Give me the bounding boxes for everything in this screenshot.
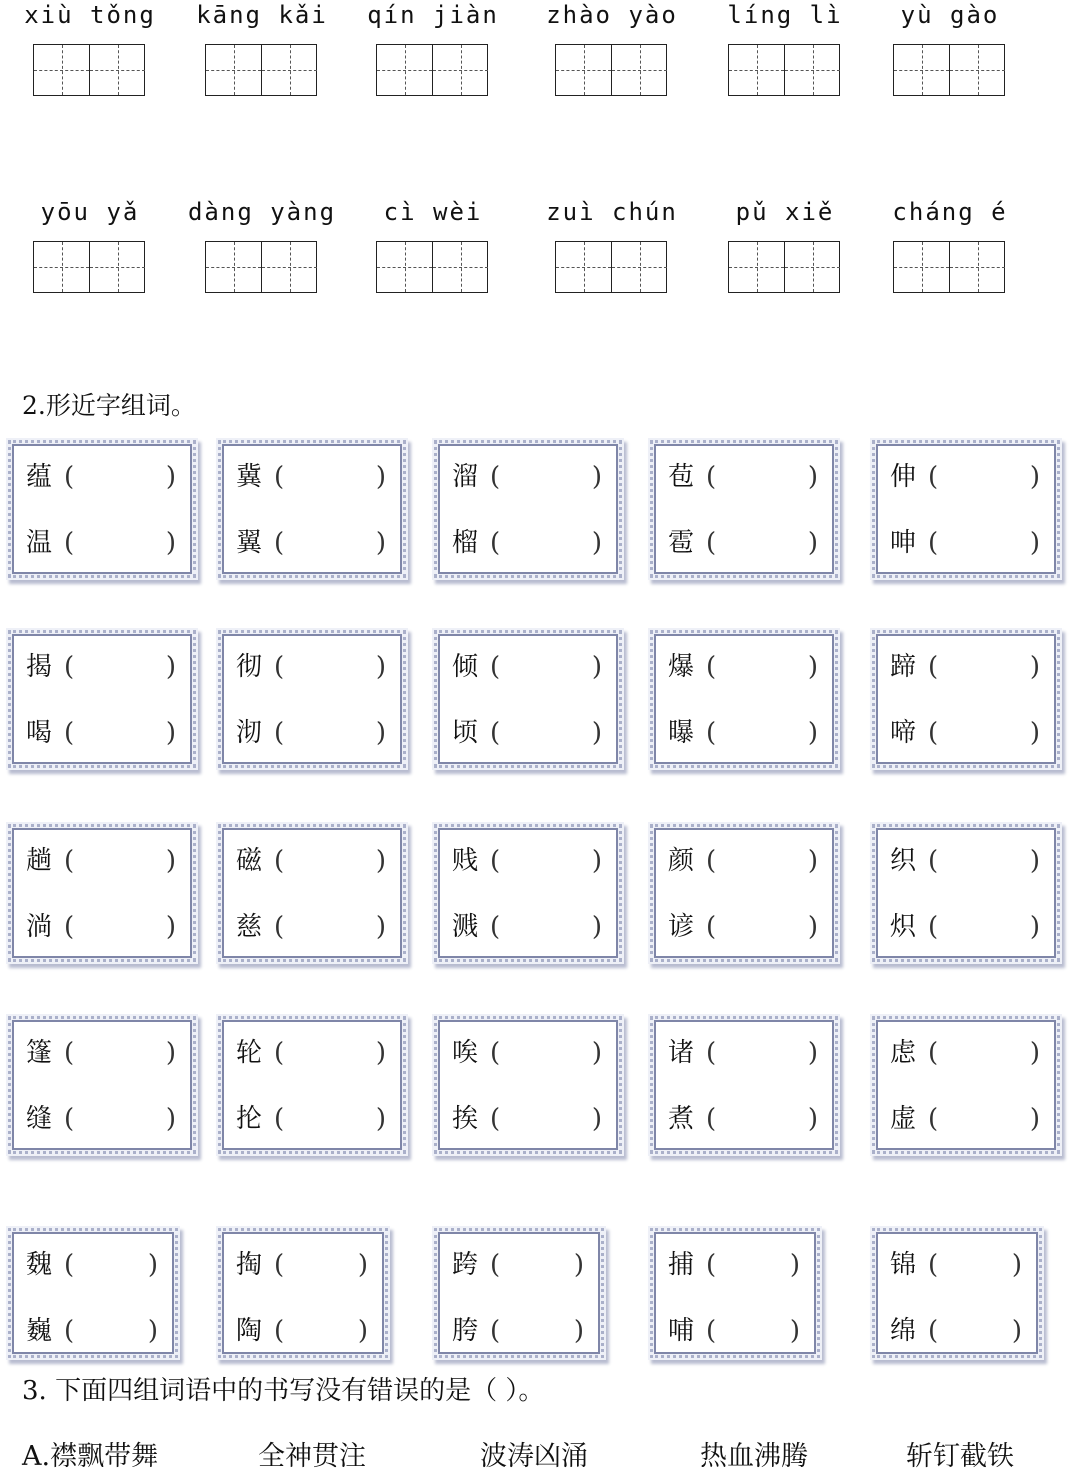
word-answer-line[interactable] <box>236 650 386 684</box>
open-paren: ( <box>274 652 285 682</box>
word-answer-line[interactable] <box>452 1248 584 1282</box>
close-paren: ) <box>165 528 176 558</box>
pinyin-text: cì wèi <box>383 198 483 226</box>
word-answer-line[interactable] <box>236 1314 368 1348</box>
word-answer-line[interactable] <box>26 1036 176 1070</box>
similar-character: 爆 <box>668 652 695 682</box>
open-paren: ( <box>274 846 285 876</box>
tianzige-cell[interactable] <box>34 45 89 95</box>
close-paren: ) <box>1029 462 1040 492</box>
pinyin-item <box>353 197 513 227</box>
similar-char-box <box>438 634 618 764</box>
close-paren: ) <box>375 528 386 558</box>
word-answer-line[interactable] <box>890 1248 1022 1282</box>
tianzige-writing-grid[interactable] <box>728 241 840 293</box>
option-a: A.襟飘带舞 <box>22 1441 159 1472</box>
open-paren: ( <box>928 1250 939 1280</box>
tianzige-cell[interactable] <box>556 242 611 292</box>
word-answer-line[interactable] <box>668 844 818 878</box>
similar-character: 篷 <box>26 1038 53 1068</box>
tianzige-cell[interactable] <box>206 242 261 292</box>
tianzige-writing-grid[interactable] <box>893 241 1005 293</box>
close-paren: ) <box>807 462 818 492</box>
pinyin-text: dàng yàng <box>187 198 337 226</box>
pinyin-text: zhào yào <box>546 1 678 29</box>
word-answer-line[interactable] <box>890 1314 1022 1348</box>
open-paren: ( <box>928 912 939 942</box>
open-paren: ( <box>490 1250 501 1280</box>
similar-character: 冀 <box>236 462 263 492</box>
pinyin-item <box>705 0 865 30</box>
word-answer-line[interactable] <box>668 1102 818 1136</box>
open-paren: ( <box>490 1316 501 1346</box>
tianzige-cell[interactable] <box>894 242 949 292</box>
close-paren: ) <box>147 1250 158 1280</box>
similar-character: 跨 <box>452 1250 479 1280</box>
word-answer-line[interactable] <box>452 844 602 878</box>
tianzige-cell[interactable] <box>206 45 261 95</box>
word-answer-line[interactable] <box>236 1102 386 1136</box>
close-paren: ) <box>573 1250 584 1280</box>
tianzige-writing-grid[interactable] <box>205 241 317 293</box>
open-paren: ( <box>706 1038 717 1068</box>
word-answer-line[interactable] <box>26 1314 158 1348</box>
close-paren: ) <box>375 1038 386 1068</box>
tianzige-writing-grid[interactable] <box>205 44 317 96</box>
close-paren: ) <box>807 912 818 942</box>
tianzige-writing-grid[interactable] <box>376 44 488 96</box>
similar-character: 谚 <box>668 912 695 942</box>
tianzige-cell[interactable] <box>949 45 1005 95</box>
open-paren: ( <box>490 912 501 942</box>
word-answer-line[interactable] <box>236 1248 368 1282</box>
similar-character: 魏 <box>26 1250 53 1280</box>
open-paren: ( <box>490 718 501 748</box>
similar-char-box <box>222 1232 384 1354</box>
close-paren: ) <box>1011 1316 1022 1346</box>
word-answer-line[interactable] <box>236 460 386 494</box>
open-paren: ( <box>64 528 75 558</box>
word-answer-line[interactable] <box>890 1036 1040 1070</box>
similar-character: 苞 <box>668 462 695 492</box>
tianzige-cell[interactable] <box>432 242 488 292</box>
close-paren: ) <box>807 652 818 682</box>
open-paren: ( <box>274 462 285 492</box>
similar-character: 陶 <box>236 1316 263 1346</box>
pinyin-text: cháng é <box>892 198 1008 226</box>
similar-character: 诸 <box>668 1038 695 1068</box>
close-paren: ) <box>375 912 386 942</box>
open-paren: ( <box>490 846 501 876</box>
word-answer-line[interactable] <box>668 1036 818 1070</box>
open-paren: ( <box>64 718 75 748</box>
similar-character: 抡 <box>236 1104 263 1134</box>
close-paren: ) <box>1029 912 1040 942</box>
similar-character: 贱 <box>452 846 479 876</box>
similar-char-box <box>12 634 192 764</box>
open-paren: ( <box>706 528 717 558</box>
pinyin-text: qín jiàn <box>367 1 499 29</box>
word-answer-line[interactable] <box>452 650 602 684</box>
similar-char-box <box>654 1232 816 1354</box>
word-answer-line[interactable] <box>668 1248 800 1282</box>
tianzige-cell[interactable] <box>261 45 317 95</box>
word-answer-line[interactable] <box>452 1036 602 1070</box>
option-word-3: 波涛凶涌 <box>480 1441 588 1472</box>
open-paren: ( <box>490 1104 501 1134</box>
similar-char-box <box>438 1232 600 1354</box>
word-answer-line[interactable] <box>452 526 602 560</box>
similar-char-box <box>222 444 402 574</box>
word-answer-line[interactable] <box>236 1036 386 1070</box>
pinyin-text: xiù tǒng <box>24 1 156 29</box>
similar-character: 雹 <box>668 528 695 558</box>
word-answer-line[interactable] <box>26 910 176 944</box>
question-3: 3. 下面四组词语中的书写没有错误的是（ ）。 <box>22 1376 545 1406</box>
similar-character: 煮 <box>668 1104 695 1134</box>
open-paren: ( <box>64 1316 75 1346</box>
close-paren: ) <box>357 1316 368 1346</box>
word-answer-line[interactable] <box>890 1102 1040 1136</box>
close-paren: ) <box>1029 652 1040 682</box>
similar-character: 缝 <box>26 1104 53 1134</box>
pinyin-item <box>182 0 342 30</box>
similar-character: 溅 <box>452 912 479 942</box>
pinyin-text: yù gào <box>900 1 1000 29</box>
pinyin-item <box>10 0 170 30</box>
word-answer-line[interactable] <box>26 844 176 878</box>
similar-character: 胯 <box>452 1316 479 1346</box>
word-answer-line[interactable] <box>26 650 176 684</box>
close-paren: ) <box>1029 528 1040 558</box>
open-paren: ( <box>706 912 717 942</box>
open-paren: ( <box>64 1250 75 1280</box>
similar-character: 唉 <box>452 1038 479 1068</box>
open-paren: ( <box>274 1104 285 1134</box>
open-paren: ( <box>928 718 939 748</box>
close-paren: ) <box>165 652 176 682</box>
option-word-4: 热血沸腾 <box>700 1441 808 1472</box>
similar-char-box <box>438 444 618 574</box>
pinyin-text: zuì chún <box>546 198 678 226</box>
pinyin-item <box>870 0 1030 30</box>
similar-character: 蕴 <box>26 462 53 492</box>
similar-char-box <box>654 828 834 958</box>
similar-char-box <box>654 1020 834 1150</box>
similar-char-box <box>12 1232 174 1354</box>
pinyin-item <box>532 197 692 227</box>
tianzige-cell[interactable] <box>34 242 89 292</box>
similar-character: 蹄 <box>890 652 917 682</box>
tianzige-cell[interactable] <box>377 45 432 95</box>
tianzige-writing-grid[interactable] <box>893 44 1005 96</box>
pinyin-item <box>870 197 1030 227</box>
close-paren: ) <box>375 462 386 492</box>
pinyin-text: yōu yǎ <box>40 198 140 226</box>
close-paren: ) <box>165 912 176 942</box>
open-paren: ( <box>928 846 939 876</box>
close-paren: ) <box>591 462 602 492</box>
open-paren: ( <box>928 528 939 558</box>
option-word-2: 全神贯注 <box>258 1441 366 1472</box>
similar-char-box <box>12 828 192 958</box>
open-paren: ( <box>706 1104 717 1134</box>
open-paren: ( <box>490 1038 501 1068</box>
word-answer-line[interactable] <box>26 716 176 750</box>
close-paren: ) <box>165 1038 176 1068</box>
pinyin-text: pǔ xiě <box>735 198 835 226</box>
similar-char-box <box>654 634 834 764</box>
word-answer-line[interactable] <box>26 1102 176 1136</box>
word-answer-line[interactable] <box>668 716 818 750</box>
open-paren: ( <box>706 1316 717 1346</box>
tianzige-writing-grid[interactable] <box>376 241 488 293</box>
similar-char-box <box>654 444 834 574</box>
similar-character: 倾 <box>452 652 479 682</box>
open-paren: ( <box>706 718 717 748</box>
similar-character: 虚 <box>890 1104 917 1134</box>
similar-character: 彻 <box>236 652 263 682</box>
similar-char-box <box>12 1020 192 1150</box>
close-paren: ) <box>375 652 386 682</box>
word-answer-line[interactable] <box>452 1314 584 1348</box>
tianzige-cell[interactable] <box>949 242 1005 292</box>
word-answer-line[interactable] <box>236 526 386 560</box>
open-paren: ( <box>706 462 717 492</box>
tianzige-cell[interactable] <box>611 242 667 292</box>
similar-character: 挨 <box>452 1104 479 1134</box>
close-paren: ) <box>591 1038 602 1068</box>
open-paren: ( <box>64 912 75 942</box>
similar-character: 慈 <box>236 912 263 942</box>
open-paren: ( <box>274 1316 285 1346</box>
close-paren: ) <box>789 1316 800 1346</box>
close-paren: ) <box>1011 1250 1022 1280</box>
similar-character: 趟 <box>26 846 53 876</box>
similar-char-box <box>438 828 618 958</box>
close-paren: ) <box>591 652 602 682</box>
open-paren: ( <box>490 652 501 682</box>
pinyin-text: kāng kǎi <box>196 1 328 29</box>
word-answer-line[interactable] <box>668 1314 800 1348</box>
similar-char-box <box>438 1020 618 1150</box>
similar-character: 沏 <box>236 718 263 748</box>
close-paren: ) <box>807 1038 818 1068</box>
similar-character: 伸 <box>890 462 917 492</box>
close-paren: ) <box>1029 1038 1040 1068</box>
tianzige-cell[interactable] <box>729 45 784 95</box>
close-paren: ) <box>591 718 602 748</box>
open-paren: ( <box>64 1104 75 1134</box>
open-paren: ( <box>64 1038 75 1068</box>
similar-character: 织 <box>890 846 917 876</box>
similar-character: 淌 <box>26 912 53 942</box>
similar-character: 啼 <box>890 718 917 748</box>
similar-char-box <box>876 828 1056 958</box>
word-answer-line[interactable] <box>26 526 176 560</box>
similar-char-box <box>876 634 1056 764</box>
close-paren: ) <box>573 1316 584 1346</box>
tianzige-writing-grid[interactable] <box>555 44 667 96</box>
word-answer-line[interactable] <box>668 460 818 494</box>
word-answer-line[interactable] <box>236 910 386 944</box>
tianzige-cell[interactable] <box>556 45 611 95</box>
close-paren: ) <box>807 528 818 558</box>
similar-character: 巍 <box>26 1316 53 1346</box>
close-paren: ) <box>375 1104 386 1134</box>
similar-character: 温 <box>26 528 53 558</box>
close-paren: ) <box>591 528 602 558</box>
tianzige-cell[interactable] <box>894 45 949 95</box>
similar-character: 揭 <box>26 652 53 682</box>
open-paren: ( <box>490 462 501 492</box>
word-answer-line[interactable] <box>890 910 1040 944</box>
close-paren: ) <box>789 1250 800 1280</box>
close-paren: ) <box>591 1104 602 1134</box>
pinyin-text: líng lì <box>727 1 843 29</box>
similar-character: 哺 <box>668 1316 695 1346</box>
section-2-title: 2.形近字组词。 <box>22 391 196 420</box>
tianzige-writing-grid[interactable] <box>555 241 667 293</box>
close-paren: ) <box>165 1104 176 1134</box>
option-word-5: 斩钉截铁 <box>906 1441 1014 1472</box>
word-answer-line[interactable] <box>452 910 602 944</box>
similar-character: 顷 <box>452 718 479 748</box>
tianzige-writing-grid[interactable] <box>728 44 840 96</box>
close-paren: ) <box>165 462 176 492</box>
similar-character: 掏 <box>236 1250 263 1280</box>
similar-char-box <box>876 1020 1056 1150</box>
similar-character: 榴 <box>452 528 479 558</box>
word-answer-line[interactable] <box>668 910 818 944</box>
open-paren: ( <box>490 528 501 558</box>
tianzige-cell[interactable] <box>784 45 840 95</box>
word-answer-line[interactable] <box>890 526 1040 560</box>
similar-character: 锦 <box>890 1250 917 1280</box>
similar-char-box <box>222 1020 402 1150</box>
open-paren: ( <box>64 652 75 682</box>
close-paren: ) <box>1029 846 1040 876</box>
close-paren: ) <box>807 846 818 876</box>
close-paren: ) <box>165 846 176 876</box>
open-paren: ( <box>928 1104 939 1134</box>
similar-char-box <box>222 634 402 764</box>
similar-character: 轮 <box>236 1038 263 1068</box>
close-paren: ) <box>375 718 386 748</box>
tianzige-writing-grid[interactable] <box>33 241 145 293</box>
similar-character: 曝 <box>668 718 695 748</box>
open-paren: ( <box>274 1250 285 1280</box>
pinyin-item <box>182 197 342 227</box>
close-paren: ) <box>147 1316 158 1346</box>
open-paren: ( <box>274 912 285 942</box>
pinyin-item <box>532 0 692 30</box>
word-answer-line[interactable] <box>236 844 386 878</box>
word-answer-line[interactable] <box>452 1102 602 1136</box>
open-paren: ( <box>928 1316 939 1346</box>
close-paren: ) <box>807 1104 818 1134</box>
open-paren: ( <box>706 846 717 876</box>
open-paren: ( <box>64 846 75 876</box>
similar-character: 喝 <box>26 718 53 748</box>
tianzige-cell[interactable] <box>377 242 432 292</box>
pinyin-item <box>705 197 865 227</box>
similar-char-box <box>876 1232 1038 1354</box>
similar-character: 磁 <box>236 846 263 876</box>
tianzige-cell[interactable] <box>729 242 784 292</box>
similar-character: 翼 <box>236 528 263 558</box>
open-paren: ( <box>274 718 285 748</box>
close-paren: ) <box>165 718 176 748</box>
similar-char-box <box>12 444 192 574</box>
close-paren: ) <box>591 846 602 876</box>
word-answer-line[interactable] <box>890 650 1040 684</box>
similar-character: 呻 <box>890 528 917 558</box>
similar-character: 捕 <box>668 1250 695 1280</box>
word-answer-line[interactable] <box>26 1248 158 1282</box>
similar-character: 颜 <box>668 846 695 876</box>
similar-character: 虑 <box>890 1038 917 1068</box>
similar-char-box <box>876 444 1056 574</box>
word-answer-line[interactable] <box>890 716 1040 750</box>
pinyin-item <box>353 0 513 30</box>
word-answer-line[interactable] <box>668 526 818 560</box>
close-paren: ) <box>591 912 602 942</box>
open-paren: ( <box>928 462 939 492</box>
tianzige-cell[interactable] <box>611 45 667 95</box>
tianzige-writing-grid[interactable] <box>33 44 145 96</box>
open-paren: ( <box>706 652 717 682</box>
open-paren: ( <box>928 1038 939 1068</box>
word-answer-line[interactable] <box>452 460 602 494</box>
open-paren: ( <box>928 652 939 682</box>
close-paren: ) <box>1029 718 1040 748</box>
word-answer-line[interactable] <box>236 716 386 750</box>
similar-char-box <box>222 828 402 958</box>
open-paren: ( <box>64 462 75 492</box>
word-answer-line[interactable] <box>26 460 176 494</box>
tianzige-cell[interactable] <box>89 242 145 292</box>
similar-character: 绵 <box>890 1316 917 1346</box>
tianzige-cell[interactable] <box>784 242 840 292</box>
tianzige-cell[interactable] <box>89 45 145 95</box>
open-paren: ( <box>706 1250 717 1280</box>
close-paren: ) <box>375 846 386 876</box>
close-paren: ) <box>357 1250 368 1280</box>
close-paren: ) <box>807 718 818 748</box>
similar-character: 溜 <box>452 462 479 492</box>
open-paren: ( <box>274 1038 285 1068</box>
pinyin-item <box>10 197 170 227</box>
tianzige-cell[interactable] <box>432 45 488 95</box>
similar-character: 炽 <box>890 912 917 942</box>
word-answer-line[interactable] <box>668 650 818 684</box>
word-answer-line[interactable] <box>452 716 602 750</box>
open-paren: ( <box>274 528 285 558</box>
close-paren: ) <box>1029 1104 1040 1134</box>
word-answer-line[interactable] <box>890 460 1040 494</box>
tianzige-cell[interactable] <box>261 242 317 292</box>
word-answer-line[interactable] <box>890 844 1040 878</box>
